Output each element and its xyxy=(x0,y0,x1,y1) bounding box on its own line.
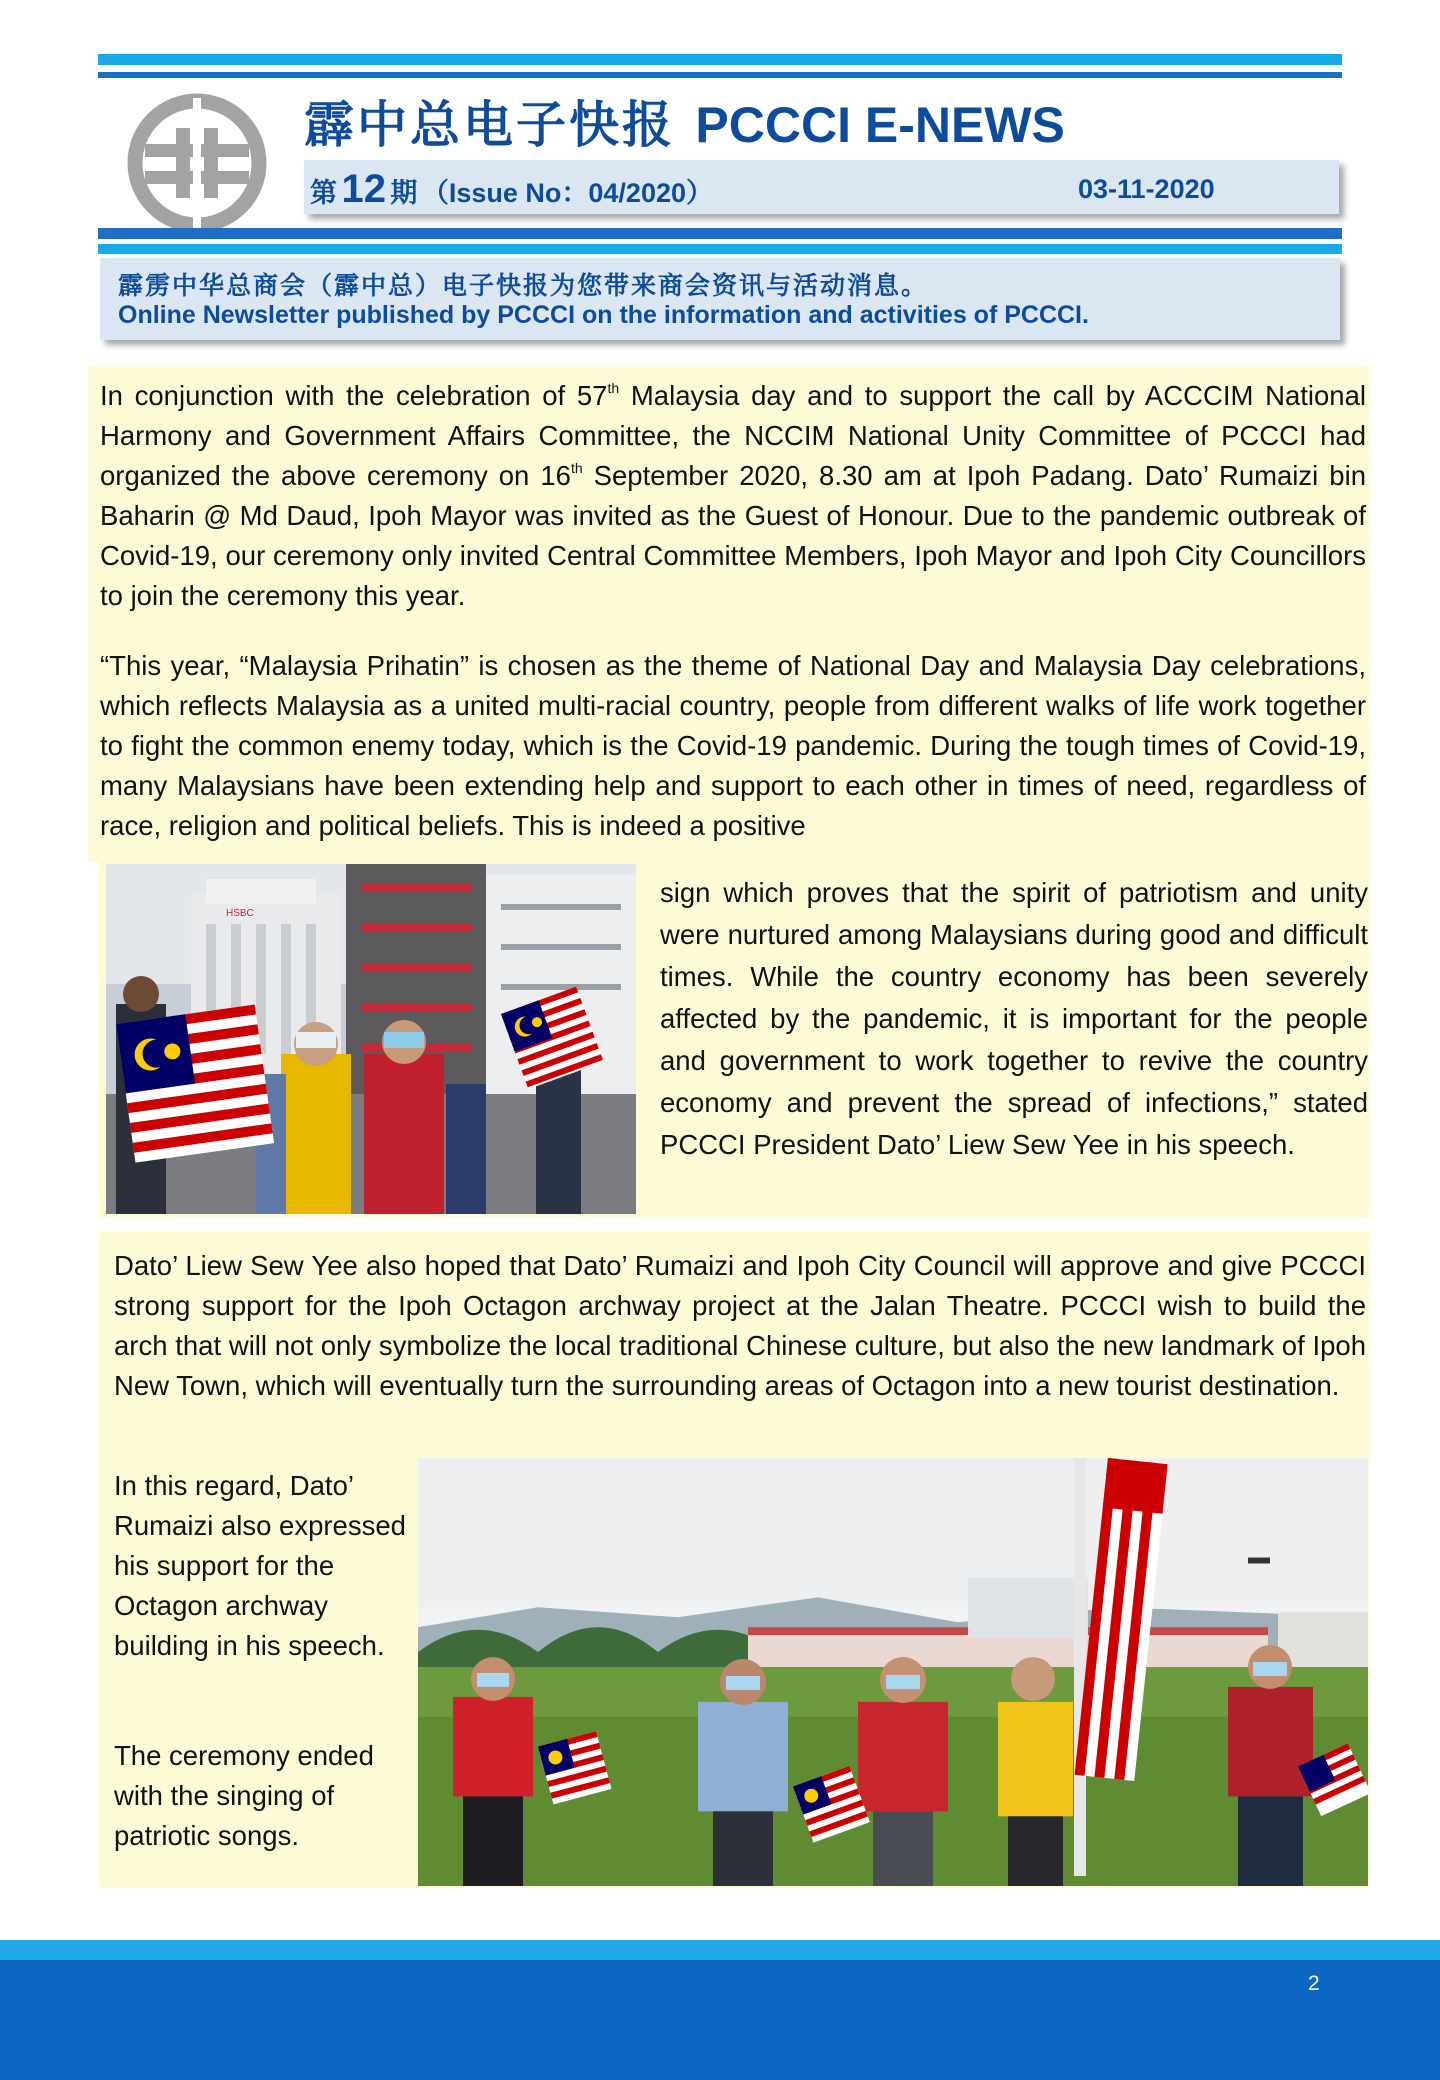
footer-band xyxy=(0,1960,1440,2080)
photo-flag-raising-padang xyxy=(418,1458,1368,1886)
newsletter-title xyxy=(304,92,1344,158)
article-paragraph-2: “This year, “Malaysia Prihatin” is chosen as the theme of National Day and Malaysia Day celebrations, which reflects Malaysia as a united multi-racial country, people from different walks of life work together to fight the common enemy today, which is the Covid-19 pandemic. During the tough times of Covid-19, many Malaysians have been extending help and support to each other in times of need, regardless of race, religion and political beliefs. This is indeed a positive xyxy=(100,650,1366,841)
photo-sign-hsbc: HSBC xyxy=(226,908,254,919)
issue-no: （Issue No：04/2020） xyxy=(421,178,713,208)
article-paragraph-3: sign which proves that the spirit of patriotism and unity were nurtured among Malaysians during good and difficult times. While the country economy has been severely affected by the pandemic, it is important for the people and government to work together to revive the country economy and prevent the spread of infections,” stated PCCCI President Dato’ Liew Sew Yee in his speech. xyxy=(660,877,1368,1160)
issue-number: 12 xyxy=(341,167,386,211)
header-mid-rule xyxy=(98,228,1342,239)
article-paragraph-6: The ceremony ended with the singing of patriotic songs. xyxy=(114,1740,374,1851)
title-english: PCCCI E-NEWS xyxy=(695,97,1065,153)
issue-prefix: 第 xyxy=(310,178,337,209)
subtitle-chinese: 霹雳中华总商会（霹中总）电子快报为您带来商会资讯与活动消息。 xyxy=(118,271,929,300)
header-top-rule-thin xyxy=(98,72,1342,78)
issue-label xyxy=(310,160,713,214)
issue-suffix: 期 xyxy=(390,178,418,209)
article-paragraph-5: In this regard, Dato’ Rumaizi also expressed his support for the Octagon archway building in his speech. xyxy=(114,1470,406,1661)
header-top-rule xyxy=(98,54,1342,65)
page-number: 2 xyxy=(1308,1972,1320,1995)
pccci-logo-icon xyxy=(122,88,272,238)
header-mid-rule-2 xyxy=(98,244,1342,254)
article-paragraph-4: Dato’ Liew Sew Yee also hoped that Dato’ Rumaizi and Ipoh City Council will approve and give PCCCI strong support for the Ipoh Octagon archway project at the Jalan Theatre. PCCCI wish to build the arch that will not only symbolize the local traditional Chinese culture, but also the new landmark of Ipoh New Town, which will eventually turn the surrounding areas of Octagon into a new tourist destination. xyxy=(114,1250,1366,1401)
photo-flag-ceremony-dignitaries xyxy=(106,864,636,1214)
issue-date: 03-11-2020 xyxy=(1078,174,1215,204)
footer-top-band xyxy=(0,1940,1440,1960)
subtitle-english: Online Newsletter published by PCCCI on the information and activities of PCCCI. xyxy=(118,301,1089,329)
article-paragraph-1: In conjunction with the celebration of 57th Malaysia day and to support the call by ACCCIM National Harmony and Government Affairs Committee, the NCCIM National Unity Committee of PCCCI had organized the above ceremony on 16th September 2020, 8.30 am at Ipoh Padang. Dato’ Rumaizi bin Baharin @ Md Daud, Ipoh Mayor was invited as the Guest of Honour. Due to the pandemic outbreak of Covid-19, our ceremony only invited Central Committee Members, Ipoh Mayor and Ipoh City Councillors to join the ceremony this year. xyxy=(100,380,1366,611)
title-chinese: 霹中总电子快报 xyxy=(304,96,675,154)
